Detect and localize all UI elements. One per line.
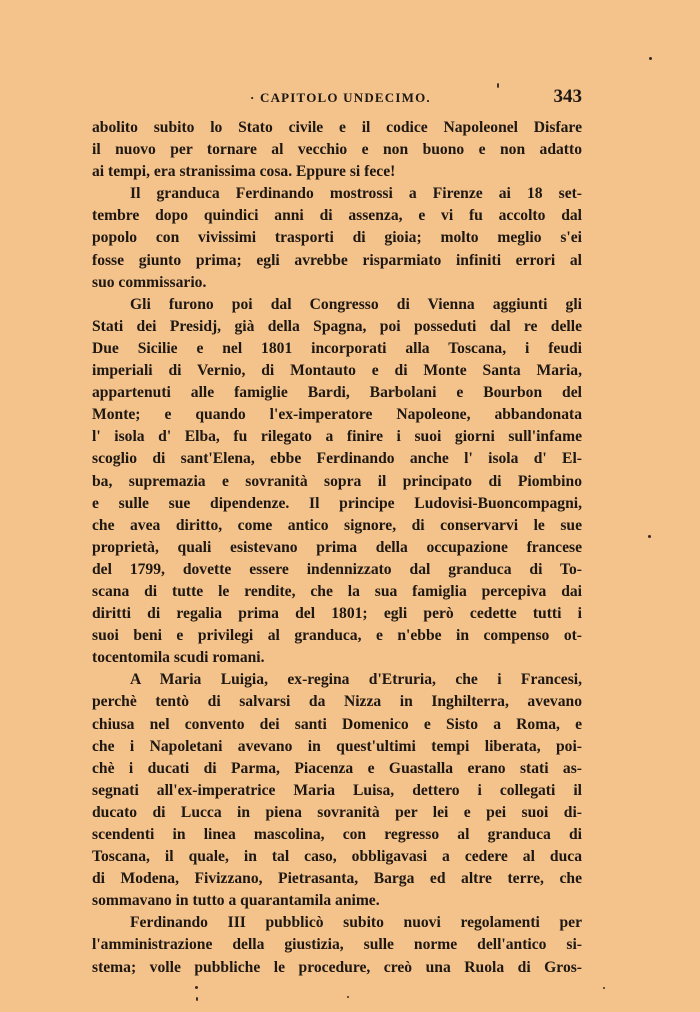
scan-speck [603, 987, 605, 989]
running-title: · CAPITOLO UNDECIMO. [250, 90, 431, 105]
scan-speck [649, 57, 652, 60]
text-line: diritti di regalia prima del 1801; egli però cedette tutti i [92, 605, 582, 623]
text-line: abolito subito lo Stato civile e il codice Napoleonel Disfare [92, 119, 582, 136]
text-line: suoi beni e privilegi al granduca, e n'ebbe in compenso ot- [92, 627, 582, 645]
scan-speck [196, 997, 198, 1001]
text-line: e sulle sue dipendenze. Il principe Ludovisi-Buoncompagni, [92, 494, 582, 512]
body-text [92, 117, 582, 979]
text-line: tembre dopo quindici anni di assenza, e vi fu accolto dal [92, 207, 582, 225]
text-line: l' isola d' Elba, fu rilegato a finire i suoi giorni sull'infame [92, 428, 582, 446]
text-line: Monte; e quando l'ex-imperatore Napoleone, abbandonata [92, 406, 582, 424]
text-line: scana di tutte le rendite, che la sua famiglia percepiva dai [92, 582, 582, 600]
text-line: chiusa nel convento dei santi Domenico e Sisto a Roma, e [92, 715, 582, 733]
text-line: Toscana, il quale, in tal caso, obbligavasi a cedere al duca [92, 848, 582, 866]
scan-speck [497, 83, 499, 88]
text-line: imperiali di Vernio, di Montauto e di Monte Santa Maria, [92, 362, 582, 380]
scan-speck [195, 986, 198, 989]
text-line: di Modena, Fivizzano, Pietrasanta, Barga ed altre terre, che [92, 870, 582, 888]
text-line: Gli furono poi dal Congresso di Vienna aggiunti gli [130, 295, 582, 313]
text-line: scendenti in linea mascolina, con regresso al granduca di [92, 826, 582, 843]
text-line: chè i ducati di Parma, Piacenza e Guastalla erano stati as- [92, 759, 582, 777]
text-line: Stati dei Presidj, già della Spagna, poi posseduti dal re delle [92, 317, 582, 335]
text-line: del 1799, dovette essere indennizzato dal granduca di To- [92, 560, 582, 578]
text-line: perchè tentò di salvarsi da Nizza in Inghilterra, avevano [92, 693, 582, 711]
text-line: scoglio di sant'Elena, ebbe Ferdinando anche l' isola d' El- [92, 450, 582, 468]
text-line: fosse giunto prima; egli avrebbe risparmiato infiniti errori al [92, 251, 582, 269]
text-line: sommavano in tutto a quarantamila anime. [92, 892, 380, 910]
text-line: ai tempi, era stranissima cosa. Eppure si fece! [92, 163, 396, 181]
text-line: ducato di Lucca in piena sovranità per lei e pei suoi di- [92, 803, 582, 821]
text-line: suo commissario. [92, 273, 207, 291]
text-line: tocentomila scudi romani. [92, 649, 265, 667]
text-line: che i Napoletani avevano in quest'ultimi tempi liberata, poi- [92, 737, 582, 755]
text-line: appartenuti alle famiglie Bardi, Barbolani e Bourbon del [92, 384, 582, 402]
text-line: Due Sicilie e nel 1801 incorporati alla Toscana, i feudi [92, 339, 582, 357]
text-line: che avea diritto, come antico signore, di conservarvi le sue [92, 516, 582, 534]
text-line: ba, supremazia e sovranità sopra il principato di Piombino [92, 472, 582, 490]
text-line: Ferdinando III pubblicò subito nuovi regolamenti per [130, 914, 582, 932]
text-line: l'amministrazione della giustizia, sulle norme dell'antico si- [92, 936, 582, 954]
text-line: segnati all'ex-imperatrice Maria Luisa, dettero i collegati il [92, 781, 582, 799]
text-line: popolo con vivissimi trasporti di gioia; molto meglio s'ei [92, 229, 582, 247]
page-header [92, 88, 582, 110]
text-line: A Maria Luigia, ex-regina d'Etruria, che i Francesi, [130, 671, 582, 689]
scan-speck [648, 535, 651, 538]
text-line: il nuovo per tornare al vecchio e non buono e non adatto [92, 141, 582, 159]
scan-speck [347, 996, 349, 998]
text-line: proprietà, quali esistevano prima della occupazione francese [92, 538, 582, 556]
text-line: stema; volle pubbliche le procedure, creò una Ruola di Gros- [92, 958, 582, 976]
text-line: Il granduca Ferdinando mostrossi a Firenze ai 18 set- [130, 185, 582, 203]
page-number: 343 [553, 86, 582, 107]
